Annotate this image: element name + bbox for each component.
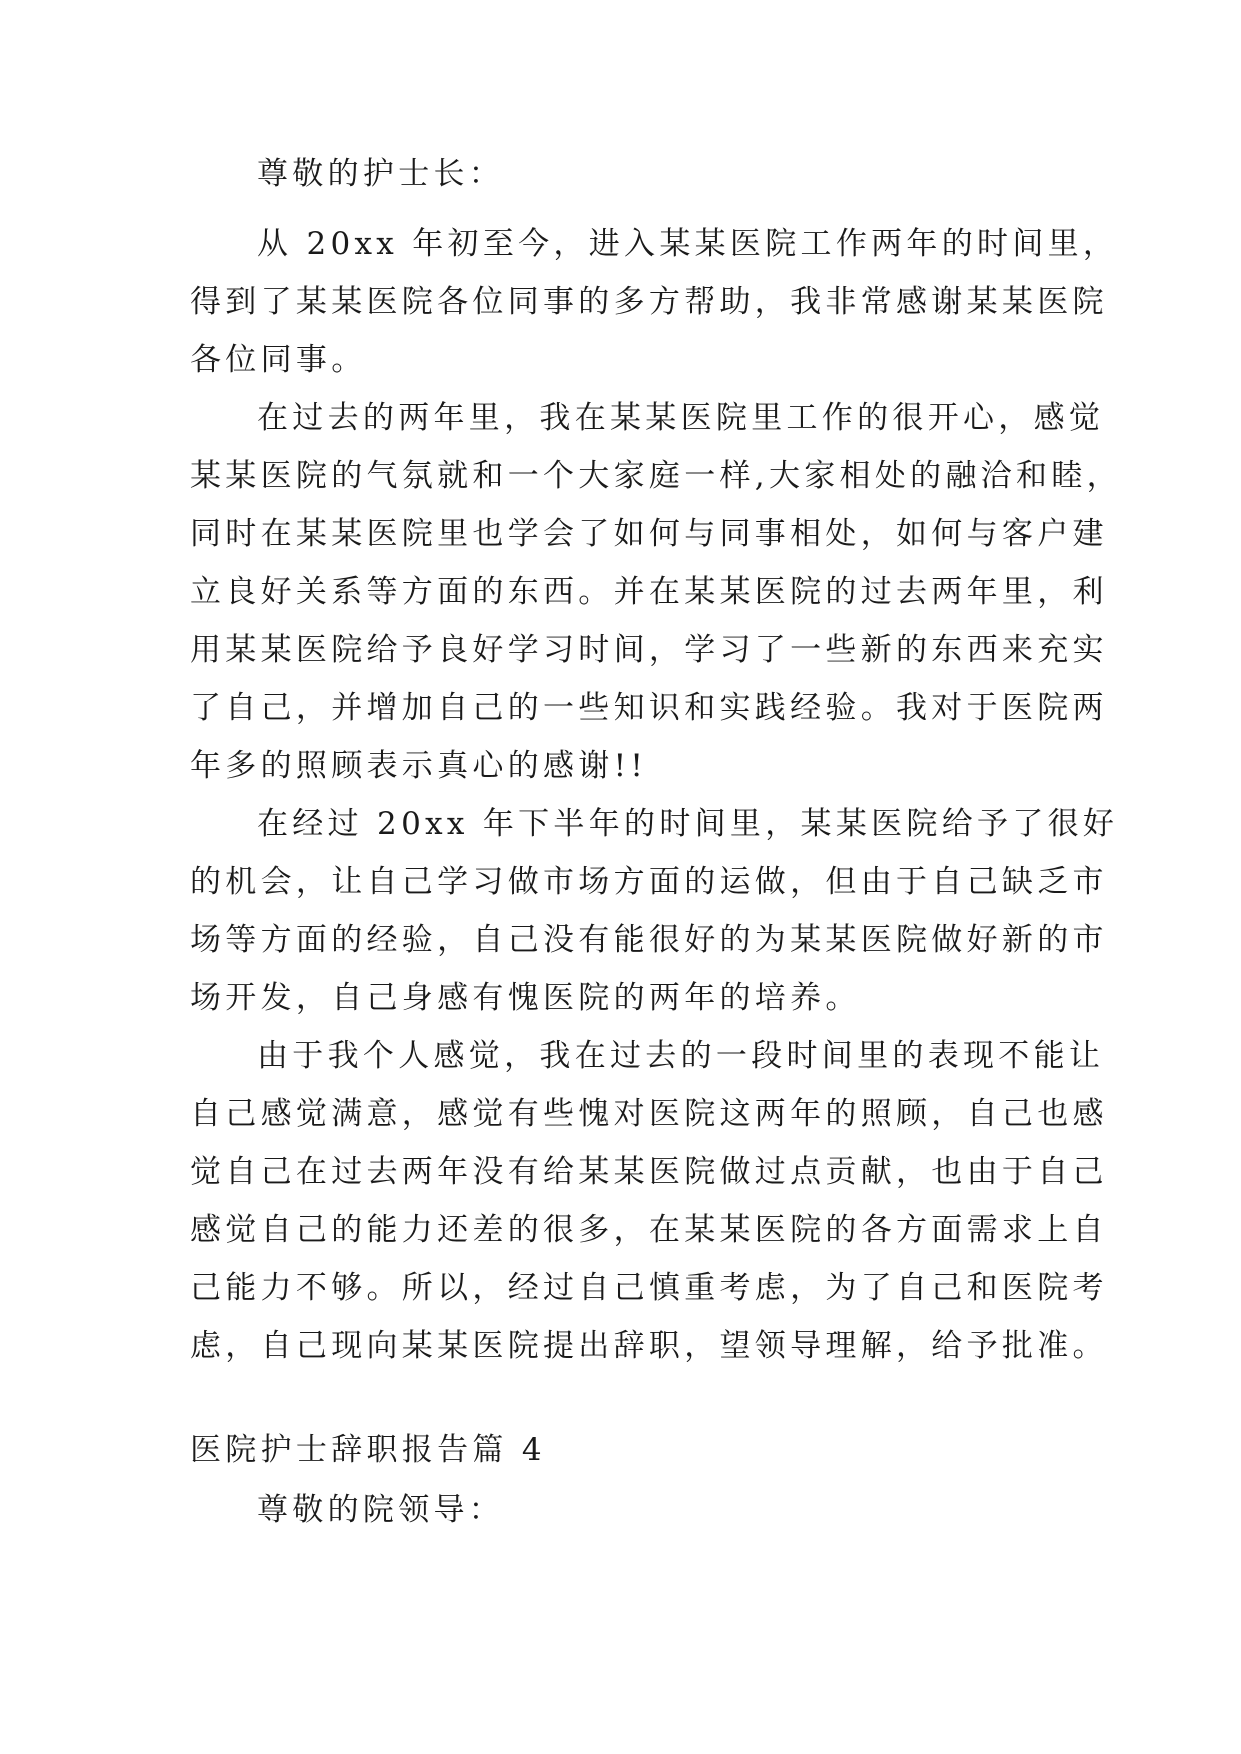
paragraph-line: 自己感觉满意，感觉有些愧对医院这两年的照顾，自己也感 [190, 1096, 1108, 1132]
paragraph-line: 立良好关系等方面的东西。并在某某医院的过去两年里，利 [190, 574, 1108, 610]
paragraph-line: 用某某医院给予良好学习时间，学习了一些新的东西来充实 [190, 632, 1108, 668]
paragraph-line: 的机会，让自己学习做市场方面的运做，但由于自己缺乏市 [190, 864, 1108, 900]
paragraph-line: 各位同事。 [190, 342, 367, 378]
paragraph-line: 场开发，自己身感有愧医院的两年的培养。 [190, 980, 861, 1016]
paragraph-line: 由于我个人感觉，我在过去的一段时间里的表现不能让 [257, 1038, 1105, 1074]
paragraph-line: 年多的照顾表示真心的感谢!! [190, 748, 648, 784]
salutation-head-nurse: 尊敬的护士长： [257, 156, 505, 192]
paragraph-line: 在经过 20xx 年下半年的时间里，某某医院给予了很好 [257, 806, 1119, 842]
salutation-hospital-leaders: 尊敬的院领导： [257, 1492, 505, 1528]
paragraph-line: 觉自己在过去两年没有给某某医院做过点贡献，也由于自己 [190, 1154, 1108, 1190]
paragraph-line: 同时在某某医院里也学会了如何与同事相处，如何与客户建 [190, 516, 1108, 552]
paragraph-line: 场等方面的经验，自己没有能很好的为某某医院做好新的市 [190, 922, 1108, 958]
paragraph-line: 从 20xx 年初至今，进入某某医院工作两年的时间里， [257, 226, 1119, 262]
paragraph-line: 己能力不够。所以，经过自己慎重考虑，为了自己和医院考 [190, 1270, 1108, 1306]
paragraph-line: 了自己，并增加自己的一些知识和实践经验。我对于医院两 [190, 690, 1108, 726]
paragraph-line: 得到了某某医院各位同事的多方帮助，我非常感谢某某医院 [190, 284, 1108, 320]
section-heading: 医院护士辞职报告篇 4 [190, 1432, 546, 1468]
paragraph-line: 某某医院的气氛就和一个大家庭一样,大家相处的融洽和睦， [190, 458, 1122, 494]
paragraph-line: 在过去的两年里，我在某某医院里工作的很开心，感觉 [257, 400, 1105, 436]
paragraph-line: 感觉自己的能力还差的很多，在某某医院的各方面需求上自 [190, 1212, 1108, 1248]
paragraph-line: 虑，自己现向某某医院提出辞职，望领导理解，给予批准。 [190, 1328, 1108, 1364]
